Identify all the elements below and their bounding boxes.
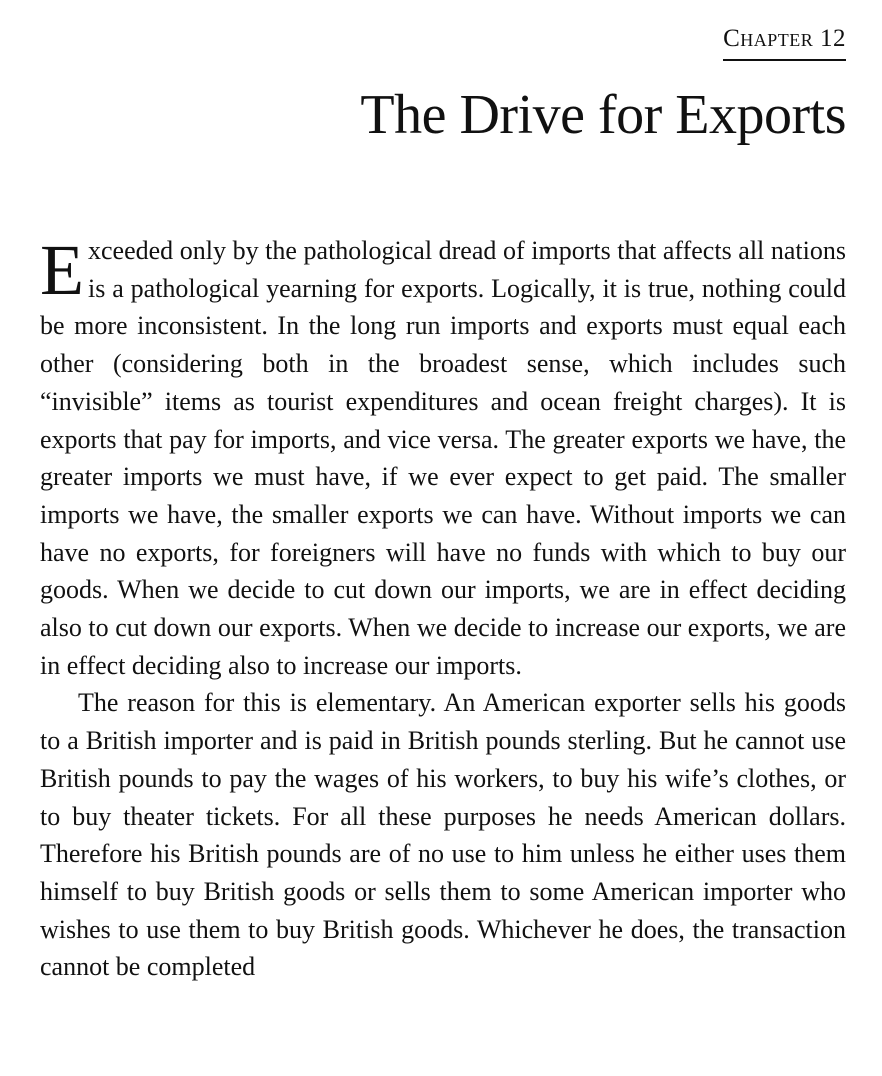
paragraph-2: The reason for this is elementary. An American exporter sells his goods to a British importer and is paid in British pounds sterling. But he cannot use British pounds to pay the wages of his workers, to buy his wife’s clothes, or to buy theater tickets. For all these purposes he needs American dollars. Therefore his British pounds are of no use to him unless he either uses them himself to buy British goods or sells them to some American importer who wishes to use them to buy British goods. Whichever he does, the transaction cannot be completed (40, 688, 846, 982)
drop-cap: E (40, 230, 84, 310)
paragraph-1 (40, 232, 846, 684)
chapter-label: Chapter 12 (723, 24, 846, 61)
body-text (40, 232, 846, 986)
paragraph-1-text: xceeded only by the pathological dread of imports that affects all nations is a pathological yearning for exports. Logically, it is true, nothing could be more inconsistent. In the long run imports and exports must equal each other (considering both in the broadest sense, which includes such “invisible” items as tourist expenditures and ocean freight charges). It is exports that pay for imports, and vice versa. The greater exports we have, the greater imports we must have, if we ever expect to get paid. The smaller imports we have, the smaller exports we can have. Without imports we can have no exports, for foreigners will have no funds with which to buy our goods. When we decide to cut down our imports, we are in effect deciding also to cut down our exports. When we decide to increase our exports, we are in effect deciding also to increase our imports. (40, 236, 846, 680)
chapter-title: The Drive for Exports (360, 84, 846, 146)
